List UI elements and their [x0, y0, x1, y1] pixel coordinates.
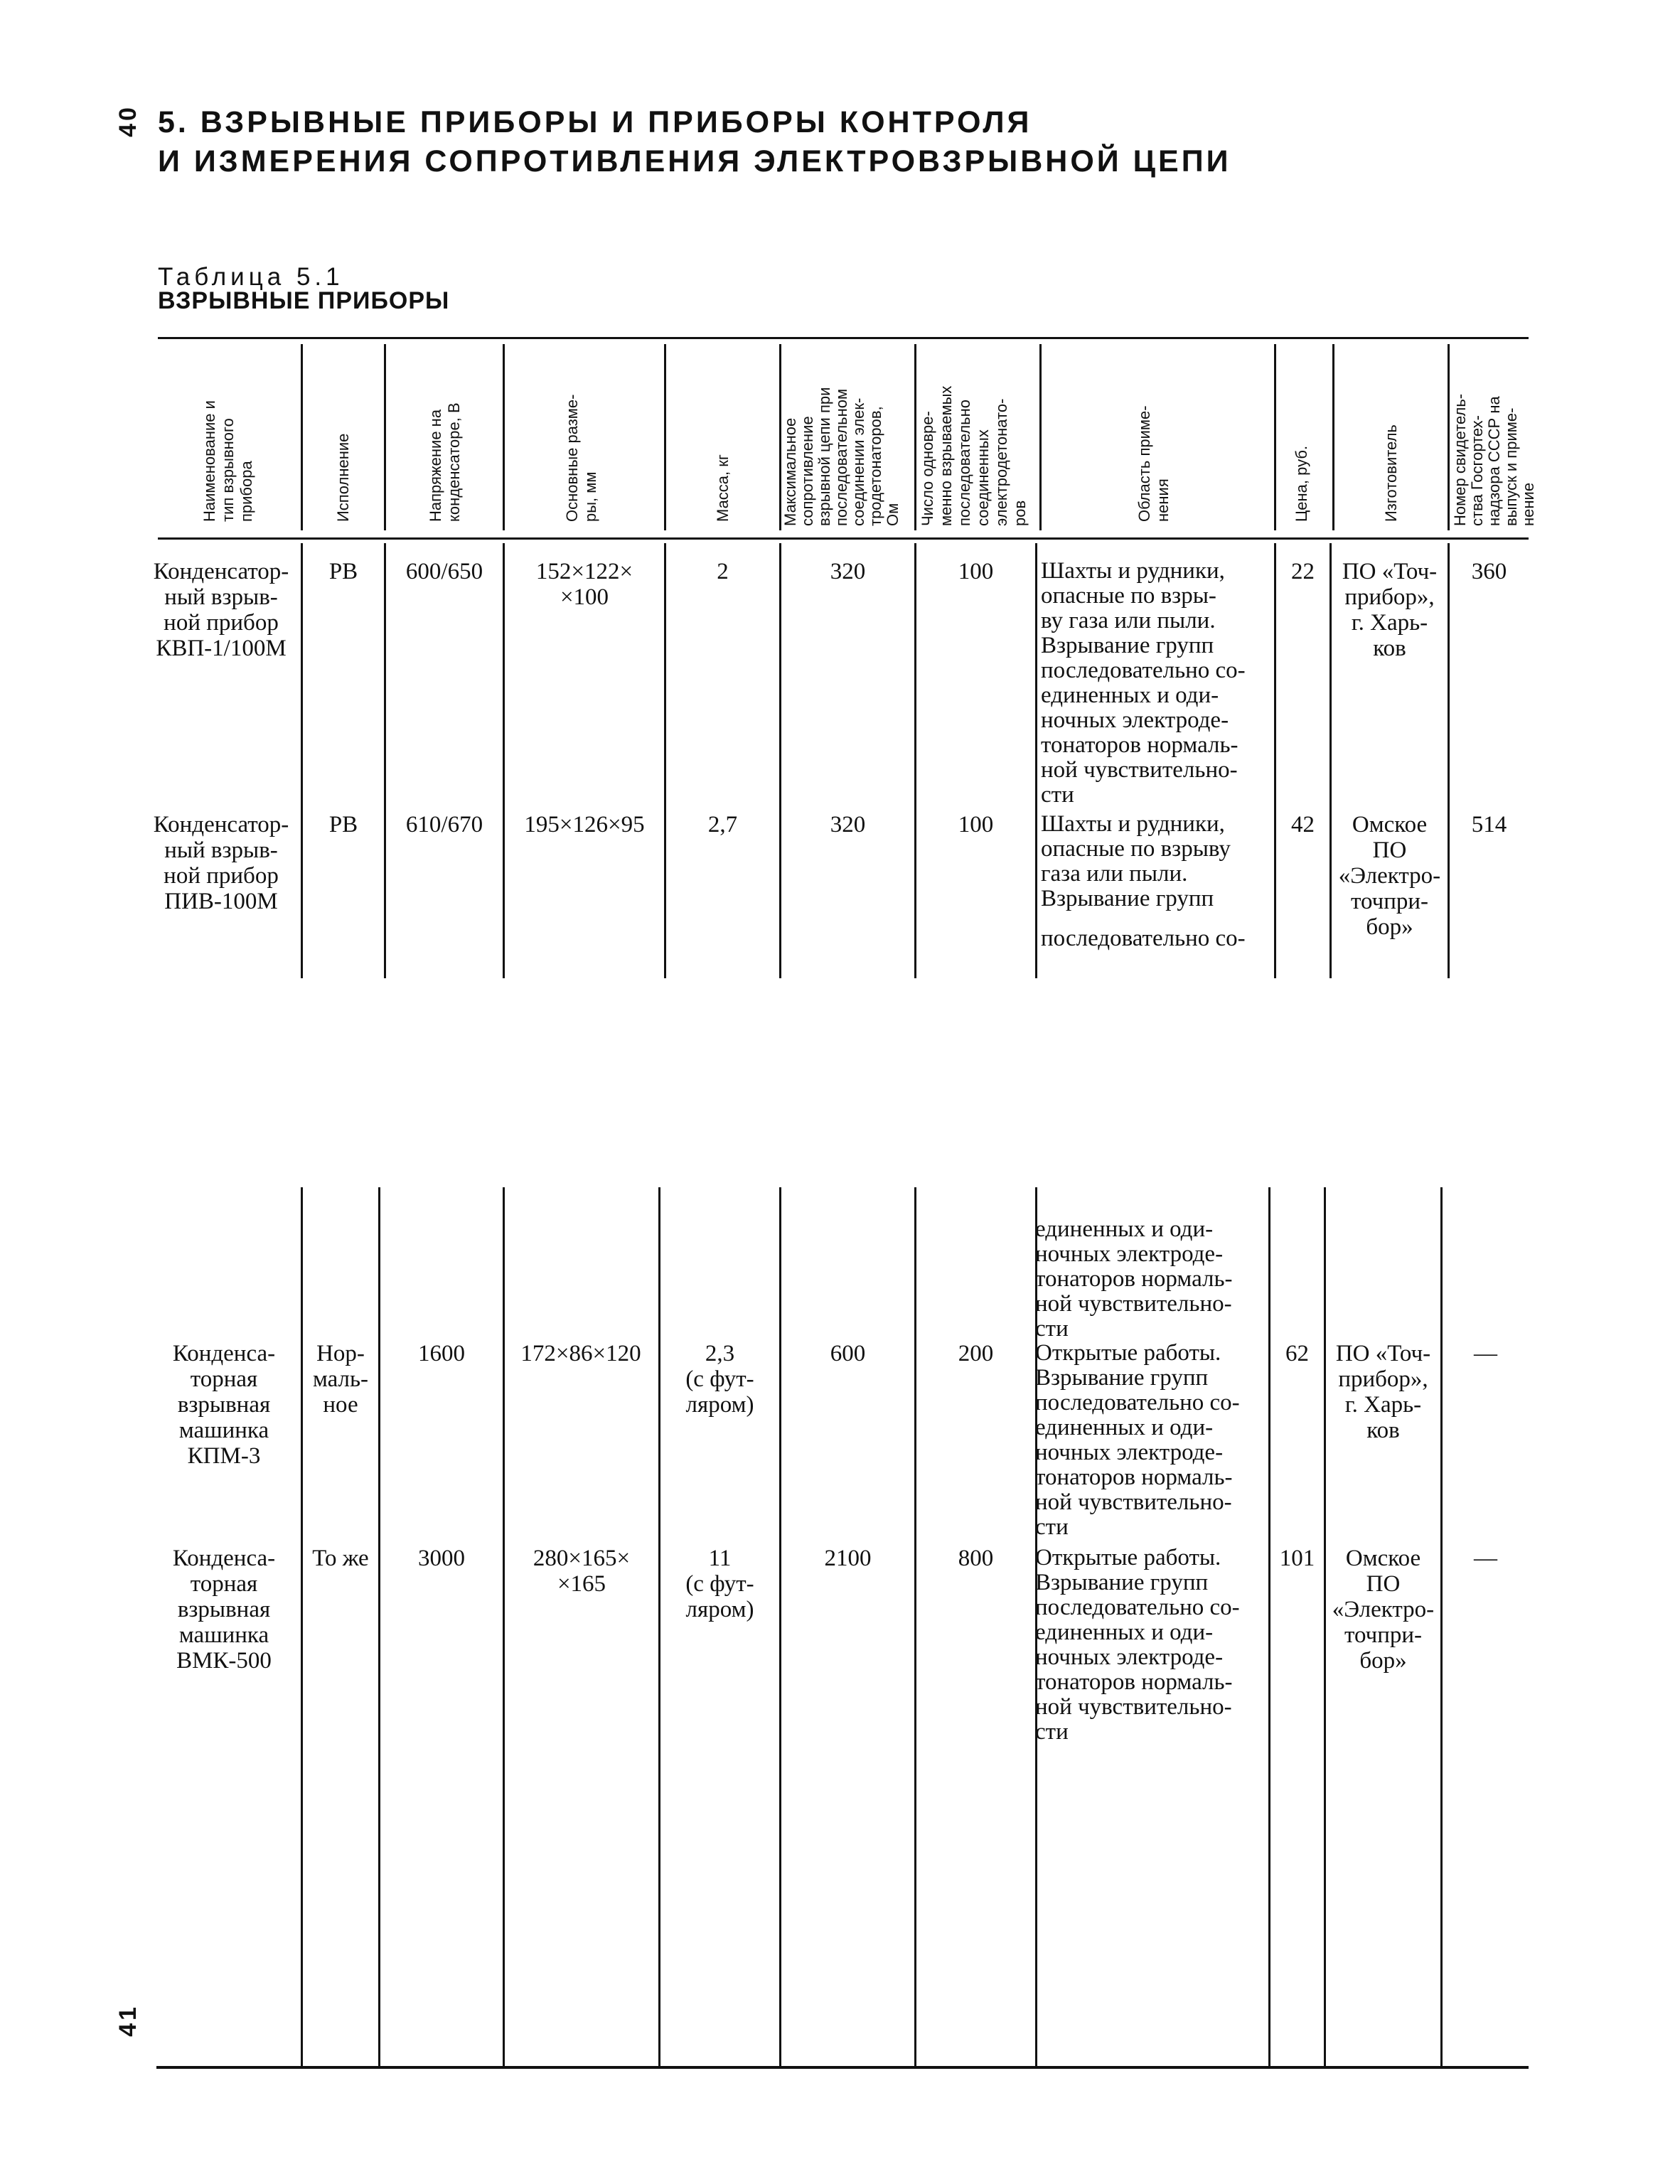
table-row-2-voltage: 610/670: [405, 812, 483, 837]
header-divider: [1448, 344, 1450, 530]
table-row-4-maker: Омское ПО «Электро- точпри- бор»: [1332, 1546, 1435, 1674]
page-number-top: 40: [114, 105, 141, 137]
body-divider: [914, 1187, 916, 2066]
table-row-2-mass: 2,7: [707, 812, 738, 837]
table-row-3-resistance: 600: [830, 1341, 866, 1366]
body-divider: [1035, 543, 1037, 978]
table-row-4-cert: —: [1474, 1546, 1497, 1571]
table-row-1-name: Конденсатор- ный взрыв- ной прибор КВП-1/100М: [153, 559, 289, 661]
table-row-2-maker: Омское ПО «Электро- точпри- бор»: [1338, 812, 1441, 940]
table-row-4-price: 101: [1279, 1546, 1315, 1571]
table-row-3-count: 200: [958, 1341, 994, 1366]
page-number-bottom: 41: [114, 2004, 141, 2037]
body-divider: [1448, 543, 1450, 978]
header-divider: [384, 344, 386, 530]
header-divider: [914, 344, 916, 530]
table-row-2-dimensions: 195×126×95: [524, 812, 645, 837]
header-name: Наименование и тип взрывного прибора: [200, 400, 255, 522]
body-divider: [1268, 1187, 1270, 2066]
body-divider: [378, 1187, 380, 2066]
table-row-3-voltage: 1600: [418, 1341, 465, 1366]
table-row-1-area: Шахты и рудники, опасные по взры- ву газа или пыли. Взрывание групп последовательно со- единенных и оди- ночных электроде- тонаторов нормаль- ной чувствительно- сти: [1041, 558, 1246, 808]
table-row-2-area: Шахты и рудники, опасные по взрыву газа или пыли. Взрывание групп: [1041, 811, 1231, 911]
table-row-3-execution: Нор- маль- ное: [312, 1341, 369, 1418]
table-row-3-name: Конденса- торная взрывная машинка КПМ-3: [172, 1341, 276, 1469]
section-title-line2: И ИЗМЕРЕНИЯ СОПРОТИВЛЕНИЯ ЭЛЕКТРОВЗРЫВНОЙ ЦЕПИ: [158, 144, 1231, 178]
header-divider: [1274, 344, 1276, 530]
table-row-1-voltage: 600/650: [405, 559, 483, 584]
header-count: Число одновре- менно взрываемых последовательно соединенных электродетонато- ров: [919, 385, 1029, 526]
table-row-1-execution: РВ: [328, 559, 358, 584]
header-divider: [503, 344, 505, 530]
header-cert: Номер свидетель- ства Госгортех- надзора СССР на выпуск и приме- нение: [1451, 393, 1537, 526]
table-row-4-name: Конденса- торная взрывная машинка ВМК-500: [172, 1546, 276, 1674]
header-divider: [1332, 344, 1334, 530]
table-row-3-area: Открытые работы. Взрывание групп последовательно со- единенных и оди- ночных электроде- тонаторов нормаль- ной чувствительно- сти: [1035, 1340, 1240, 1540]
header-dimensions: Основные разме- ры, мм: [563, 394, 599, 522]
header-resistance: Максимальное сопротивление взрывной цепи при последовательном соединении элек- тродетонаторов, Ом: [781, 387, 901, 526]
table-row-2-area-tail: последовательно со-: [1041, 926, 1246, 951]
table-top-rule: [158, 337, 1529, 339]
table-row-3-cert: —: [1474, 1341, 1497, 1366]
table-row-1-maker: ПО «Точ- прибор», г. Харь- ков: [1342, 559, 1438, 661]
header-price: Цена, руб.: [1293, 445, 1310, 522]
table-row-1-price: 22: [1291, 559, 1315, 584]
table-label: Таблица 5.1: [158, 263, 344, 291]
table-row-4-mass: 11 (с фут- ляром): [685, 1546, 754, 1622]
header-divider: [664, 344, 666, 530]
header-voltage: Напряжение на конденсаторе, В: [427, 402, 463, 522]
table-row-3-price: 62: [1285, 1341, 1309, 1366]
header-mass: Масса, кг: [714, 454, 732, 522]
body-divider: [384, 543, 386, 978]
table-row-4-area: Открытые работы. Взрывание групп последовательно со- единенных и оди- ночных электроде- тонаторов нормаль- ной чувствительно- сти: [1035, 1545, 1240, 1745]
table-row-2-resistance: 320: [830, 812, 866, 837]
body-divider: [301, 1187, 303, 2066]
table-row-2-count: 100: [958, 812, 994, 837]
table-row-4-resistance: 2100: [824, 1546, 872, 1571]
header-divider: [301, 344, 303, 530]
table-row-3-dimensions: 172×86×120: [520, 1341, 641, 1366]
table-row-4-execution: То же: [312, 1546, 369, 1571]
header-divider: [1039, 344, 1042, 530]
body-divider: [1440, 1187, 1443, 2066]
table-row-2-cert: 514: [1471, 812, 1507, 837]
header-execution: Исполнение: [334, 433, 352, 522]
body-divider: [658, 1187, 660, 2066]
table-row-2-area-continued: единенных и оди- ночных электроде- тонаторов нормаль- ной чувствительно- сти: [1035, 1216, 1233, 1342]
table-row-4-dimensions: 280×165× ×165: [533, 1546, 631, 1597]
table-row-2-price: 42: [1291, 812, 1315, 837]
table-row-1-cert: 360: [1471, 559, 1507, 584]
table-row-4-count: 800: [958, 1546, 994, 1571]
table-row-1-mass: 2: [717, 559, 729, 584]
header-area: Область приме- нения: [1135, 405, 1172, 522]
body-divider: [664, 543, 666, 978]
table-row-2-execution: РВ: [328, 812, 358, 837]
body-divider: [1274, 543, 1276, 978]
table-row-1-dimensions: 152×122× ×100: [535, 559, 633, 610]
body-divider: [779, 1187, 781, 2066]
table-title: ВЗРЫВНЫЕ ПРИБОРЫ: [158, 287, 450, 314]
table-row-1-count: 100: [958, 559, 994, 584]
table-row-4-voltage: 3000: [418, 1546, 465, 1571]
body-divider: [779, 543, 781, 978]
body-divider: [503, 1187, 505, 2066]
table-row-1-resistance: 320: [830, 559, 866, 584]
table-row-2-name: Конденсатор- ный взрыв- ной прибор ПИВ-100М: [153, 812, 289, 914]
table-bottom-rule: [156, 2066, 1529, 2069]
body-divider: [914, 543, 916, 978]
section-title-line1: 5. ВЗРЫВНЫЕ ПРИБОРЫ И ПРИБОРЫ КОНТРОЛЯ: [158, 105, 1032, 139]
table-row-3-mass: 2,3 (с фут- ляром): [685, 1341, 754, 1418]
table-row-3-maker: ПО «Точ- прибор», г. Харь- ков: [1335, 1341, 1431, 1443]
header-bottom-rule: [158, 537, 1529, 540]
header-maker: Изготовитель: [1382, 424, 1400, 522]
